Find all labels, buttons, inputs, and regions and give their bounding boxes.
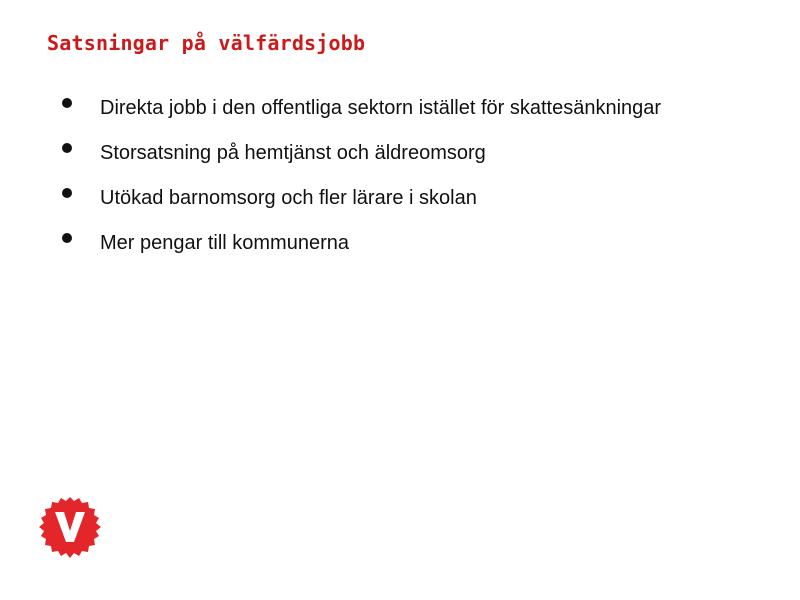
logo-graphic: [38, 495, 102, 559]
slide-title: Satsningar på välfärdsjobb: [47, 31, 366, 55]
bullet-item: [60, 139, 700, 168]
bullet-item: [60, 229, 700, 258]
bullet-item: [60, 184, 700, 213]
bullet-text: Utökad barnomsorg och fler lärare i skolan: [100, 187, 477, 209]
bullet-dot-icon: [62, 188, 72, 198]
bullet-dot-icon: [62, 98, 72, 108]
bullet-text: Storsatsning på hemtjänst och äldreomsorg: [100, 142, 486, 164]
bullet-text: Mer pengar till kommunerna: [100, 232, 349, 254]
bullet-text: Direkta jobb i den offentliga sektorn istället för skattesänkningar: [100, 97, 662, 119]
bullet-dot-icon: [62, 233, 72, 243]
bullet-item: [60, 94, 700, 123]
bullet-list: [60, 94, 700, 258]
v-party-logo-icon: [38, 495, 102, 559]
bullet-dot-icon: [62, 143, 72, 153]
